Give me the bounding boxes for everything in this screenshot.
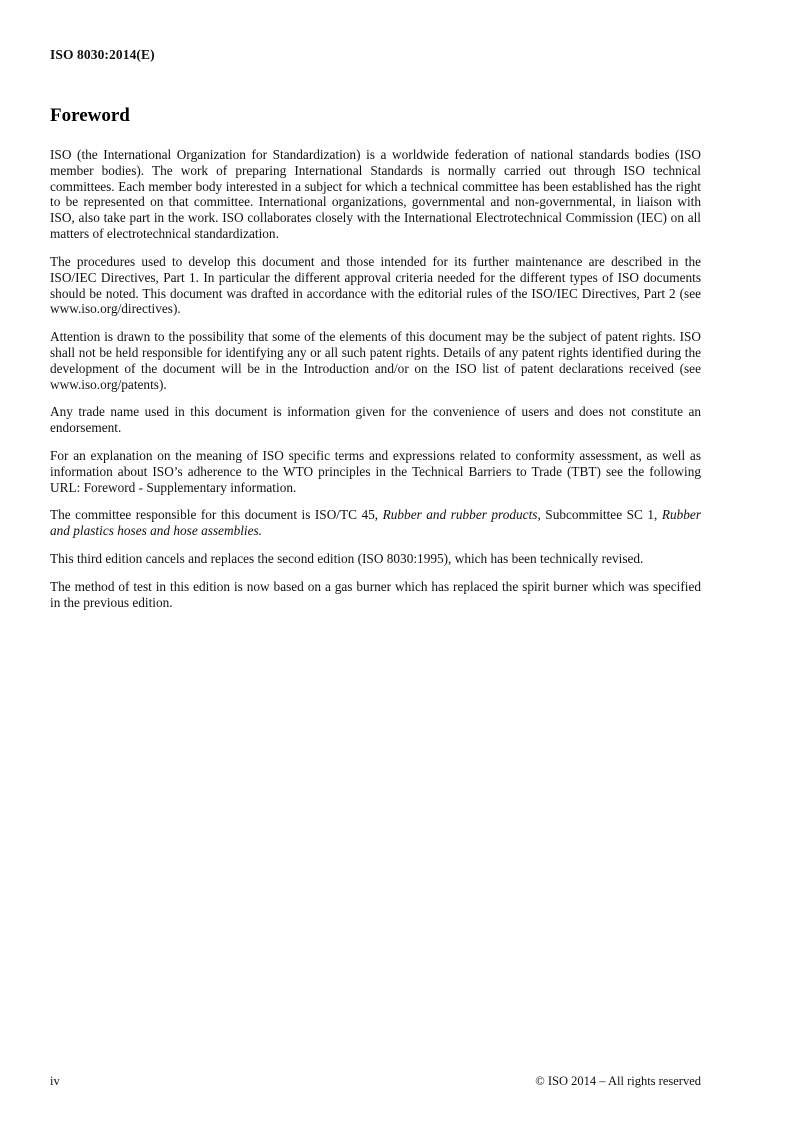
paragraph-iso-intro [50, 147, 701, 242]
text-run: , Subcommittee SC 1, [537, 507, 662, 523]
copyright-notice: © ISO 2014 – All rights reserved [535, 1074, 701, 1088]
text-run-italic: Rubber and plastics hoses and hose assemblies. [50, 507, 702, 539]
text-run: Attention is drawn to the possibility that some of the elements of this document may be the subject of patent rights. ISO shall not be held responsible for identifying any or all such patent rights. Details of any patent rights identified during the development of the document will be in the Introduction and/or on the ISO list of patent declarations received (see www.iso.org/patents). [50, 329, 701, 392]
text-run: The method of test in this edition is now based on a gas burner which has replaced the spirit burner which was specified in the previous edition. [50, 578, 701, 610]
paragraph-trade-name [50, 404, 701, 436]
foreword-content [50, 147, 701, 611]
page-title: Foreword [50, 105, 130, 126]
text-run: For an explanation on the meaning of ISO specific terms and expressions related to conformity assessment, as well as information about ISO’s adherence to the WTO principles in the Technical Barriers to Trade (TBT) see the following URL: Foreword - Supplementary information. [50, 448, 701, 495]
document-reference-header: ISO 8030:2014(E) [50, 47, 155, 62]
paragraph-third-edition [50, 551, 701, 567]
paragraph-test-method [50, 579, 701, 611]
text-run: This third edition cancels and replaces the second edition (ISO 8030:1995), which has been technically revised. [50, 551, 644, 567]
paragraph-wto-tbt [50, 448, 701, 495]
text-run: The committee responsible for this document is ISO/TC 45, [50, 507, 383, 523]
text-run: Any trade name used in this document is information given for the convenience of users and does not constitute an endorsement. [50, 404, 701, 436]
paragraph-patent-rights [50, 329, 701, 392]
paragraph-procedures [50, 254, 701, 317]
page-number: iv [50, 1074, 60, 1088]
paragraph-committee [50, 507, 701, 539]
text-run-italic: Rubber and rubber products [382, 507, 538, 523]
page-footer [50, 1074, 701, 1089]
text-run: The procedures used to develop this document and those intended for its further maintenance are described in the ISO/IEC Directives, Part 1. In particular the different approval criteria needed for the different types of ISO documents should be noted. This document was drafted in accordance with the editorial rules of the ISO/IEC Directives, Part 2 (see www.iso.org/directives). [50, 253, 701, 317]
text-run: ISO (the International Organization for Standardization) is a worldwide federation of national standards bodies (ISO member bodies). The work of preparing International Standards is normally carried out through ISO technical committees. Each member body interested in a subject for which a technical committee has been established has the right to be represented on that committee. International organizations, governmental and non-governmental, in liaison with ISO, also take part in the work. ISO collaborates closely with the International Electrotechnical Commission (IEC) on all matters of electrotechnical standardization. [50, 147, 701, 242]
